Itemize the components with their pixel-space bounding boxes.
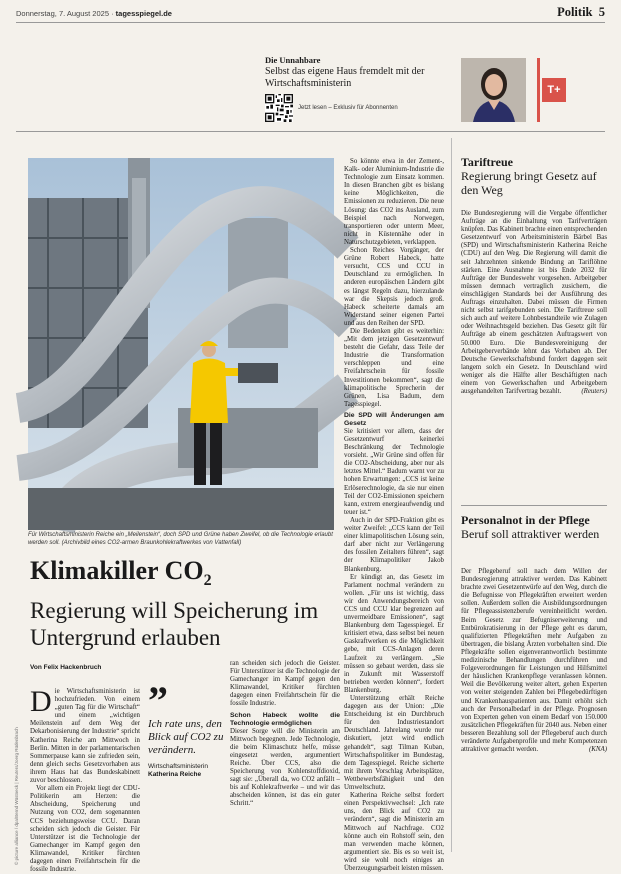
- sidebar-story-2: [461, 568, 607, 860]
- article-column-1: [30, 685, 140, 874]
- quote-name: Katherina Reiche: [148, 771, 202, 778]
- article-headline: [30, 556, 350, 651]
- subheading: Die SPD will Änderungen am Gesetz: [344, 411, 444, 427]
- story-body: [461, 210, 607, 396]
- subheading: Schon Habeck wollte die Technologie ermöglichen: [230, 711, 340, 727]
- article-column-3: [344, 158, 444, 872]
- story-title: Beruf soll attraktiver werden: [461, 527, 600, 541]
- paragraph: Vor allem ein Projekt liegt der CDU-Politikerin am Herzen: die Abscheidung, Speicherung und Nutzung von CO2, dem sogenannten CCS beziehungsweise CCU. Daran scheiden sich jedoch die Geister. Für Unterstützer ist die Technologie der Gamechanger im Kampf gegen den Klimawandel, Kritiker fürchten dagegen einen Freifahrtschein für die fossile Industrie.: [30, 785, 140, 874]
- quote-mark-icon: ”: [148, 678, 168, 723]
- sidebar-separator: [461, 505, 607, 506]
- story-title: Regierung bringt Gesetz auf den Weg: [461, 169, 597, 197]
- article-column-2: [230, 660, 340, 809]
- quote-attribution: [148, 763, 226, 779]
- paragraph: ran scheiden sich jedoch die Geister. Für Unterstützer ist die Technologie der Gamechanger im Kampf gegen den Klimawandel, Kritiker fürchten dagegen einen Freifahrtschein für die fossile Industrie.: [230, 660, 340, 708]
- story-text: Der Pflegeberuf soll nach dem Willen der Bundesregierung attraktiver werden. Das Kabinett brachte zwei Gesetzentwürfe auf den Weg, durch die die Befugnisse von Pflegekräften erweitert werden sollen. Außerdem sollen die Ausbildungsordnungen für Pflegeassistenzberufe vereinheitlicht werden. Beim Gesetz zur Befugniserweiterung und Entbürokratisierung in der Pflege geht es darum, qualifizierten Pflegekräften mehr Aufgaben zu übertragen, die bislang Ärzten vorbehalten sind. Die Pflegekräfte sollen eigenverantwortlich bestimmte medizinische Behandlungen durchführen und Folgeverordnungen für Leistungen und Hilfsmittel der häuslichen Krankenpflege veranlassen können. Weil die Bevölkerung weiter altert, gehen Experten von weiter steigenden Zahlen bei Pflegebedürftigen und Krankenhauspatienten aus. Damit erhöht sich auch der Personalbedarf in der Pflege. Prognosen von Experten gehen von einem Bedarf von 150.000 zusätzlichen Pflegekräften für 2040 aus. Neben einer besseren Bezahlung soll der Pflegeberuf auch durch veränderte Aufgabenprofile und mehr Kompetenzen attraktiver gemacht werden.: [461, 568, 607, 754]
- paragraph: So könnte etwa in der Zement-, Kalk- oder Aluminium-Industrie die Technologie zum Einsatz kommen. In diesen Branchen gibt es bislang keine Möglichkeiten, die Emissionen zu reduzieren. Die neue Lösung: das CO2 ins Ausland, zum Beispiel nach Norwegen, transportieren oder unterm Meer, nicht in Küstennähe oder in Naturschutzgebieten, verklappen.: [344, 158, 444, 246]
- teaser-box[interactable]: [265, 55, 445, 90]
- headline-kicker: [30, 556, 350, 596]
- story-kicker: Tariftreue: [461, 155, 513, 169]
- header-date: Donnerstag, 7. August 2025 · tagesspiegel.de: [16, 9, 172, 18]
- pull-quote: [148, 678, 226, 779]
- qr-code-icon[interactable]: [265, 94, 293, 122]
- story-source: (KNA): [589, 746, 607, 754]
- sidebar-divider: [451, 138, 452, 852]
- sidebar-story-1: [461, 210, 607, 492]
- section-name: Politik: [557, 5, 593, 19]
- paragraph: Die Bedenken gibt es weiterhin: „Mit dem jetzigen Gesetzentwurf besteht die Gefahr, dass Teile der Industrie die Transformation verschleppen und eine Freifahrtschein für fossile Investitionen bekommen“, sagt die klimapolitische Sprecherin der Grünen, Lisa Badum, dem Tagesspiegel.: [344, 327, 444, 408]
- portrait-image: [461, 58, 526, 122]
- page-number: 5: [598, 5, 605, 19]
- sidebar-story-2-headline: [461, 513, 607, 541]
- section-header: [557, 5, 605, 20]
- story-kicker: Personalnot in der Pflege: [461, 513, 590, 527]
- kicker-subscript: 2: [203, 572, 212, 590]
- paragraph: Sie kritisiert vor allem, dass der Gesetzentwurf keinerlei Beschränkung der Technologie vorsieht. „Wir Grüne sind offen für die CO2-Abscheidung, aber nur als letztes Mittel.“ Badum warnt vor zu hohen Erwartungen: „CCS ist keine Erlöserechnologie, da sie nur einen Teil der CO2-Emissionen speichern kann, extrem energieaufwendig und teuer ist.“: [344, 427, 444, 516]
- kicker-text: Klimakiller CO: [30, 556, 204, 585]
- sidebar-story-1-headline: [461, 155, 607, 197]
- plus-accent-bar: [537, 58, 540, 122]
- lead-text: ie Wirtschaftsministerin ist hochzufrieden. Von einem „guten Tag für die Wirtschaft“ und einem „wichtigen Meilenstein auf dem Weg der Dekarbonisierung der Industrie“ spricht Katherina Reiche am Mittwoch in Berlin. Mitten in der parlamentarischen Sommerpause kann sie zufrieden sein, denn gleich sechs Gesetzvorhaben aus ihrem Haus hat das Bundeskabinett zuvor beschlossen.: [30, 688, 140, 785]
- teaser-kicker: Die Unnahbare: [265, 55, 321, 65]
- article-photo: [28, 158, 334, 530]
- lead-paragraph: [30, 685, 140, 785]
- paragraph: Katherina Reiche selbst fordert einen Perspektivwechsel: „Ich rate uns, den Blick auf CO2 zu verändern“, sagt die Ministerin am Mittwoch auf Nachfrage. CO2 könne auch ein Rohstoff sein, den man verwenden mache können, argumentiert sie. Bis es so weit ist, wird sie wohl noch einiges an Überzeugungsarbeit leisten müssen.: [344, 792, 444, 872]
- paragraph: Schon Reiches Vorgänger, der Grüne Robert Habeck, hatte versucht, CCS und CCU in Deutschland zu ermöglichen. In anderen europäischen Ländern gibt es längst Regeln dazu, hierzulande war die Skepsis jedoch groß. Habeck scheiterte damals am Widerstand seiner eigenen Partei und aus den Reihen der SPD.: [344, 247, 444, 327]
- quote-role: Wirtschaftsministerin: [148, 763, 208, 770]
- quote-text: Ich rate uns, den Blick auf CO2 zu verändern.: [148, 718, 224, 756]
- paragraph: Dieser Sorge will die Ministerin am Mittwoch begegnen. Jede Technologie, die beim Klimaschutz helfe, müsse eingesetzt werden, argumentiert Reiche. Über CCS, also die Speicherung von Kohlenstoffdioxid, sagt sie: „Überall da, wo CO2 anfällt – bis auf Kohlekraftwerke – und wir das abscheiden können, ist das ein guter Schritt.“: [230, 727, 340, 808]
- premium-badge[interactable]: T+: [542, 78, 566, 102]
- paragraph: Auch in der SPD-Fraktion gibt es weiter Zweifel: „CCS kann der Teil einer klimapolitischen Lösung sein, darf aber nicht zur Verlängerung des fossilen Zeitalters führen“, sagt der Klimapolitiker Jakob Blankenburg.: [344, 516, 444, 573]
- paragraph: Unterstützung erhält Reiche dagegen aus der Union: „Die Entscheidung ist ein Durchbruch für den Industriestandort Deutschland. Jahrelang wurde nur diskutiert, jetzt wird endlich gehandelt“, sagt Tilman Kuban, Wirtschaftspolitiker im Bundestag, dem Tagesspiegel. Reiche sicherte mit ihrem Vorschlag Arbeitsplätze, Wettbewerbsfähigkeit und den Umweltschutz.: [344, 695, 444, 792]
- story-body: [461, 568, 607, 754]
- site-name[interactable]: tagesspiegel.de: [115, 9, 172, 18]
- drop-cap: D: [30, 685, 52, 718]
- story-text: Die Bundesregierung will die Vergabe öffentlicher Aufträge an die Einhaltung von Tarifverträgen knüpfen. Das Kabinett brachte einen entsprechenden Gesetzentwurf von Arbeitsministerin Bärbel Bas (SPD) und Wirtschaftsministerin Katherina Reiche (CDU) auf den Weg. Die Regierung will damit die seit Jahrzehnten sinkende Bindung an Tariflöhne stärken. Eine Ausnahme ist bis Ende 2032 für Aufträge der Bundeswehr vorgesehen. Arbeitgeber müssen demnach vertraglich zusichern, die einschlägigen Standards bei der Ausführung des Auftrags einzuhalten. Dabei müssen die Firmen nicht selbst tarifgebunden sein. Die Tariftreue soll sich auch auf weitere Lohnbestandteile wie Zulagen oder Weihnachtsgeld beziehen. Das Gesetz gilt für Aufträge ab einem geschätzten Auftragswert von 50.000 Euro. Die Bundesvereinigung der Arbeitgeberverbände lehnt das Vorhaben ab. Der Deutsche Gewerkschaftsbund fordert dagegen seit langem solch ein Gesetz. In Deutschland wird weniger als die Hälfte aller Beschäftigten nach einem von Gewerkschaften und Arbeitgebern ausgehandelten Tarifvertrag bezahlt.: [461, 210, 607, 396]
- photo-caption: Für Wirtschaftsministerin Reiche ein „Meilenstein“, doch SPD und Grüne haben Zweifel, ob die Technologie erlaubt werden soll. (Archivbild eines CO2-armen Braunkohlekraftwerkes von Vattenfall): [28, 532, 333, 546]
- teaser-divider: [16, 131, 605, 132]
- header-divider: [16, 22, 605, 23]
- paragraph: Er kündigt an, das Gesetz im Parlament nochmal verändern zu wollen. „Für uns ist wichtig, dass wir den Anwendungsbereich von CCS und CCU klar begrenzen auf unvermeidbare Emissionen“, sagt Blankenburg dem Tagesspiegel. Er kritisiert etwa, dass selbst bei neuen Gaskraftwerken es die Möglichkeit gebe, mit CCS-Anlagen deren Laufzeit zu verlängern. „Sie müssen so gebaut werden, dass sie in Zukunft mit Wasserstoff betrieben werden können“, fordert Blankenburg.: [344, 573, 444, 694]
- byline: Von Felix Hackenbruch: [30, 664, 102, 671]
- headline-title: Regierung will Speicherung im Untergrund erlauben: [30, 598, 319, 651]
- teaser-title: Selbst das eigene Haus fremdelt mit der Wirtschaftsministerin: [265, 66, 425, 89]
- photo-credit: © picture alliance / dpa/Bernd Wüstneck | Reuters/Joerg Rüdenbrach: [14, 727, 19, 865]
- teaser-link[interactable]: Jetzt lesen – Exklusiv für Abonnenten: [298, 105, 398, 111]
- story-source: (Reuters): [581, 388, 607, 396]
- issue-date: Donnerstag, 7. August 2025: [16, 9, 109, 18]
